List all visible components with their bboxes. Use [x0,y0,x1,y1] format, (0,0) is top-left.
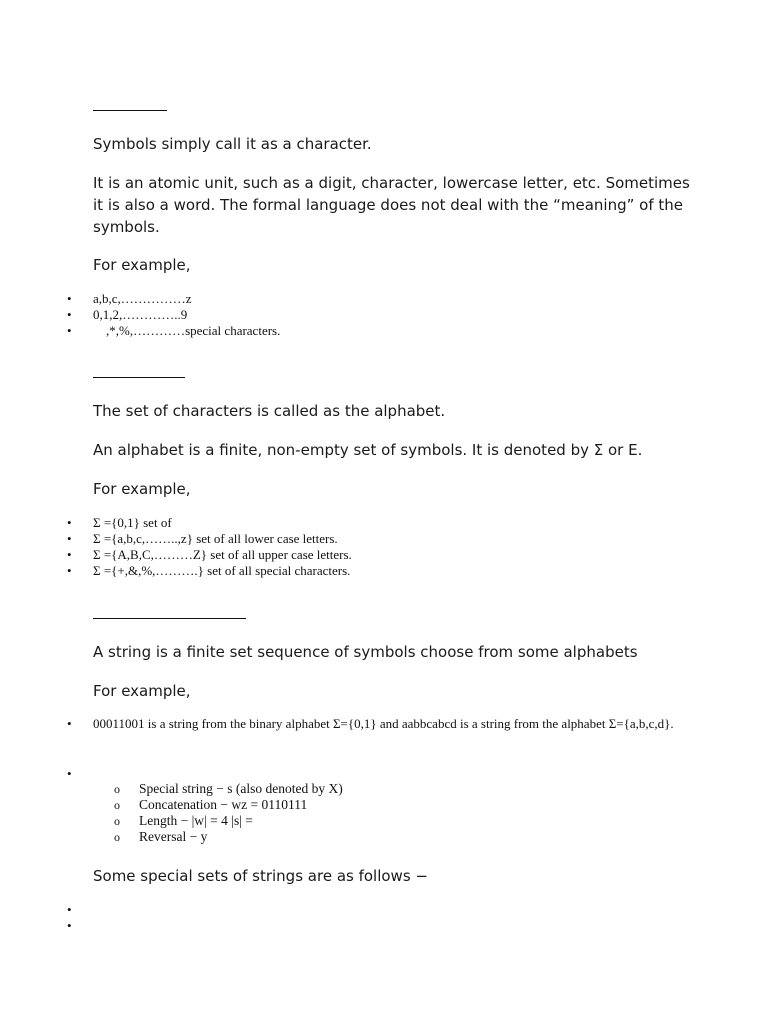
bullet-icon: • [67,307,72,322]
sub-list-item-text: Special string − s (also denoted by X) [139,781,343,796]
list-item-text: Σ ={0,1} set of [93,515,172,530]
string-operations-sublist [0,781,343,845]
paragraph-string-definition: A string is a finite set sequence of symbols choose from some alphabets [93,643,638,661]
sub-list-item [0,829,343,845]
list-item [0,515,683,531]
heading-rule-symbols [93,110,167,111]
sub-list-item-text: Length − |w| = 4 |s| = [139,813,253,828]
list-item [0,547,683,563]
circle-bullet-icon: o [114,830,120,844]
paragraph-alphabet-definition: An alphabet is a finite, non-empty set of symbols. It is denoted by Σ or E. [93,441,643,459]
list-item-text: 0,1,2,…………..9 [93,307,188,322]
string-operations-list [0,766,683,782]
sub-list-item-text: Reversal − y [139,829,208,844]
bullet-icon: • [67,547,72,562]
heading-rule-alphabet [93,377,185,378]
heading-rule-string [93,618,246,619]
paragraph-string-example-label: For example, [93,682,191,700]
bullet-icon: • [67,531,72,546]
sub-list-item-text: Concatenation − wz = 0110111 [139,797,308,812]
list-item [0,531,683,547]
circle-bullet-icon: o [114,782,120,796]
bullet-icon: • [67,515,72,530]
list-item [0,563,683,579]
circle-bullet-icon: o [114,814,120,828]
paragraph-symbols-example-label: For example, [93,256,191,274]
list-item-text: a,b,c,……………z [93,291,192,306]
list-item [0,918,683,934]
list-item-text: ,*,%,…………special characters. [93,323,281,338]
alphabet-example-list [0,515,683,579]
list-item-text: 00011001 is a string from the binary alphabet Σ={0,1} and aabbcabcd is a string from the alphabet Σ={a,b,c,d}. [93,716,674,731]
bullet-icon: • [67,563,72,578]
list-item [0,291,683,307]
paragraph-special-sets: Some special sets of strings are as follows − [93,867,428,885]
string-example-list [0,716,683,732]
list-item-text [93,902,96,917]
list-item-text: Σ ={+,&,%,……….} set of all special characters. [93,563,351,578]
sub-list-item [0,797,343,813]
list-item [0,902,683,918]
list-item-text: Σ ={a,b,c,……..,z} set of all lower case letters. [93,531,338,546]
special-sets-list [0,902,683,934]
list-item-text [93,766,96,781]
bullet-icon: • [67,766,72,781]
bullet-icon: • [67,291,72,306]
bullet-icon: • [67,902,72,917]
paragraph-symbols-intro: Symbols simply call it as a character. [93,135,372,153]
paragraph-alphabet-example-label: For example, [93,480,191,498]
sub-list-item [0,813,343,829]
bullet-icon: • [67,323,72,338]
paragraph-symbols-definition: It is an atomic unit, such as a digit, character, lowercase letter, etc. Sometimes it is also a word. The formal language does not deal with the “meaning” of the symbols. [93,174,690,236]
bullet-icon: • [67,918,72,933]
list-item-text [93,918,96,933]
bullet-icon: • [67,716,72,731]
list-item [0,766,683,782]
symbols-example-list [0,291,683,339]
paragraph-alphabet-intro: The set of characters is called as the alphabet. [93,402,446,420]
sub-list-item [0,781,343,797]
list-item [0,716,683,732]
circle-bullet-icon: o [114,798,120,812]
list-item [0,307,683,323]
list-item [0,323,683,339]
list-item-text: Σ ={A,B,C,………Z} set of all upper case letters. [93,547,352,562]
